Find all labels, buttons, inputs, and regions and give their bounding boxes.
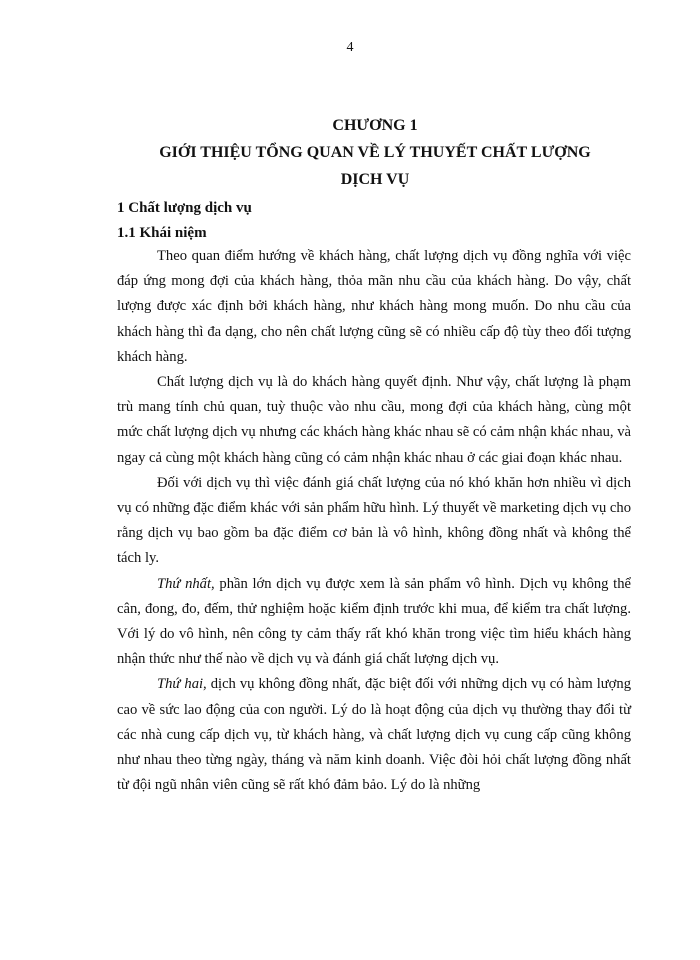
paragraph-2 xyxy=(117,370,631,471)
paragraph-1-text: Theo quan điểm hướng về khách hàng, chất lượng dịch vụ đồng nghĩa với việc đáp ứng mong đợi của khách hàng, thỏa mãn nhu cầu của khách hàng. Do vậy, chất lượng được xác định bởi khách hàng, như khách hàng mong muốn. Do nhu cầu của khách hàng thì đa dạng, cho nên chất lượng cũng sẽ có nhiều cấp độ tùy theo đối tượng khách hàng. xyxy=(117,248,631,365)
paragraph-5-lead: Thứ hai xyxy=(157,676,204,693)
subsection-heading: 1.1 Khái niệm xyxy=(117,225,207,241)
section-heading: 1 Chất lượng dịch vụ xyxy=(117,200,252,216)
chapter-title-line-2: DỊCH VỤ xyxy=(340,171,410,188)
chapter-title xyxy=(110,112,640,193)
paragraph-3 xyxy=(117,471,631,572)
body-text xyxy=(117,244,631,798)
chapter-title-line-1: GIỚI THIỆU TỔNG QUAN VỀ LÝ THUYẾT CHẤT LƯỢNG xyxy=(159,144,591,161)
paragraph-4-lead: Thứ nhất xyxy=(157,575,212,592)
paragraph-3-text: Đối với dịch vụ thì việc đánh giá chất lượng của nó khó khăn hơn nhiều vì dịch vụ có những đặc điểm khác với sản phẩm hữu hình. Lý thuyết về marketing dịch vụ cho rằng dịch vụ bao gồm ba đặc điểm cơ bản là vô hình, không đồng nhất và không thể tách ly. xyxy=(117,474,631,567)
paragraph-5 xyxy=(117,672,631,798)
paragraph-4-text: , phần lớn dịch vụ được xem là sản phẩm vô hình. Dịch vụ không thể cân, đong, đo, đếm, thử nghiệm hoặc kiểm định trước khi mua, để kiểm tra chất lượng. Với lý do vô hình, nên công ty cảm thấy rất khó khăn trong việc tìm hiểu khách hàng nhận thức như thế nào về dịch vụ và đánh giá chất lượng dịch vụ. xyxy=(117,575,632,668)
paragraph-2-text: Chất lượng dịch vụ là do khách hàng quyết định. Như vậy, chất lượng là phạm trù mang tính chủ quan, tuỳ thuộc vào nhu cầu, mong đợi của khách hàng, cùng một mức chất lượng dịch vụ nhưng các khách hàng khác nhau sẽ có cảm nhận khác nhau, và ngay cả cùng một khách hàng cũng có cảm nhận khác nhau ở các giai đoạn khác nhau. xyxy=(117,374,631,466)
paragraph-1 xyxy=(117,244,631,370)
paragraph-4 xyxy=(117,572,631,673)
paragraph-5-text: , dịch vụ không đồng nhất, đặc biệt đối với những dịch vụ có hàm lượng cao về sức lao động của con người. Lý do là hoạt động của dịch vụ thường thay đổi từ các nhà cung cấp dịch vụ, từ khách hàng, và chất lượng dịch vụ cung cấp cũng không như nhau theo từng ngày, tháng và năm kinh doanh. Việc đòi hỏi chất lượng đồng nhất từ đội ngũ nhân viên cũng sẽ rất khó đảm bảo. Lý do là những xyxy=(117,676,631,794)
chapter-label: CHƯƠNG 1 xyxy=(332,117,418,134)
page-number: 4 xyxy=(346,40,354,55)
